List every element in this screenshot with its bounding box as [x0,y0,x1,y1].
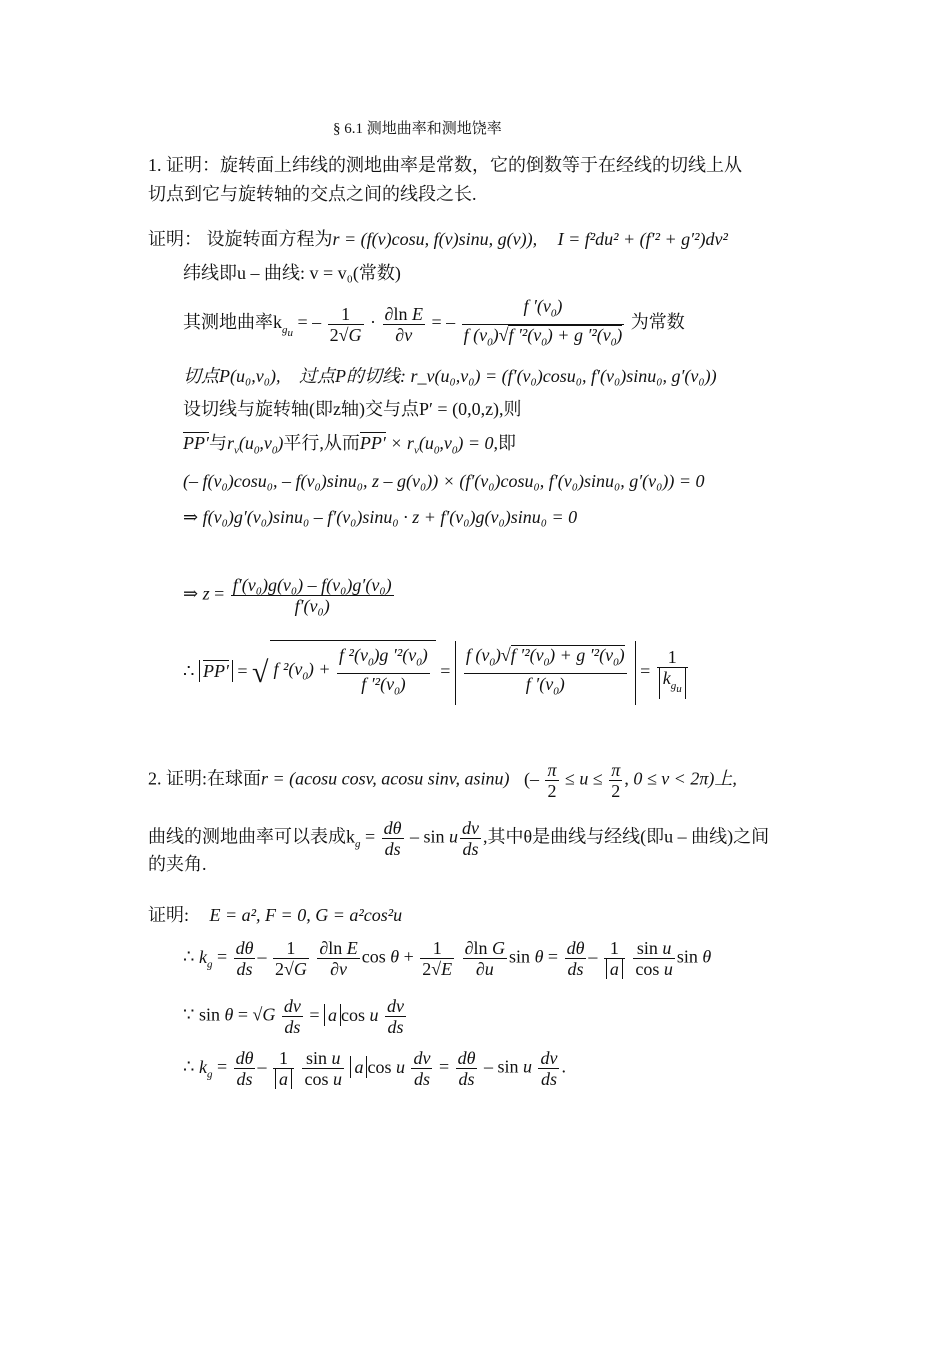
problem1-statement-line2: 切点到它与旋转轴的交点之间的线段之长. [148,184,477,204]
proof1-z-solution: ⇒ z = $\frac{\text{f′(v₀)g(v₀) – f(v₀)g′(v₀)}}{\text{f′(v₀)}}$ [183,575,392,616]
proof2-kg-derivation: ∴ $k_g$ = $\frac{d\theta}{ds}$ – $\frac{1}{2√G}$ $\frac{\text{∂ln E}}{\partial v}$ cos θ + $\frac{1}{2√E}$ $\frac{\text{∂ln G}}{\partial u}$ sin θ = $\frac{d\theta}{ds}$ – $\frac{1}{a}$ $\frac{\text{sin u}}{\text{cos u}}$ sin θ [183,938,712,979]
proof1-segment-length: ∴ PP′ = √ f $^2(v_0)$ + $\frac{f ^2(v_0)g '^2(v_0)}{f '^2(v_0)}$ = $\frac{f (v_0)√f '^2(v_0) + g '^2(v_0)}{f '(v_0)}$ = $\frac{1}{k_{g_u}}$ [183,640,690,704]
problem2-sphere-equation: r = (acosu cosv, acosu sinv, asinu) [261,768,510,789]
proof1-kg-label: 其测地曲率k [183,312,282,333]
proof2-conclusion: ∴ $k_g$ = $\frac{d\theta}{ds}$ – $\frac{1}{a}$ $\frac{\text{sin u}}{\text{cos u}}$ a cos u $\frac{dv}{ds}$ = $\frac{d\theta}{ds}$ – sin u $\frac{dv}{ds}$ . [183,1048,566,1089]
z-numerator: f′(v₀)g(v₀) – f(v₀)g′(v₀) [232,575,392,595]
proof1-parallel-condition: PP′与$r_v(u_0,v_0)$平行,从而$PP' \times r_v(u_0,v_0) = 0$,即 [183,433,516,457]
proof1-tangent-vector: r_v(u₀,v₀) = (f′(v₀)cosu₀, f′(v₀)sinu₀, g′(v₀)) [410,366,717,386]
proof2-line1 [148,904,402,926]
proof1-tangent-line-text: 过点P的切线: [299,366,406,386]
proof1-step1-text: 设旋转面方程为 [206,229,333,249]
section-title: § 6.1 测地曲率和测地饶率 [333,121,502,137]
proof1-expanded-equation: ⇒ f(v₀)g′(v₀)sinu₀ – f′(v₀)sinu₀ · z + f′(v₀)g(v₀)sinu₀ = 0 [183,507,578,527]
problem2-range: 0 ≤ v < 2π)上, [633,768,737,789]
proof1-and: 与 [208,433,227,453]
problem2-kg-label: 曲线的测地曲率可以表成k [148,826,355,847]
problem2-statement-line3: 的夹角. [148,854,207,874]
problem2-angle-description: 其中θ是曲线与经线(即u – 曲线)之间 [487,826,770,847]
proof1-namely: 即 [497,433,516,453]
proof1-tangent-point [183,365,717,387]
proof2-metric: E = a², F = 0, G = a²cos²u [209,905,403,925]
proof2-sin-theta: ∵ sin θ = √G $\frac{dv}{ds}$ = a cos u $\frac{dv}{ds}$ [183,996,404,1037]
proof1-tangent-point-text: 切点P(u₀,v₀), [183,366,281,386]
problem2-intro: 2. 证明:在球面 [148,768,262,789]
abs-PP: PP′ [199,660,233,682]
fraction-kg-result: $\frac{f '(v_0)}{f (v_0)√f '^2(v_0) + g '^2(v_0)}$ [462,296,625,352]
proof1-intersection: 设切线与旋转轴(即z轴)交与点P′ = (0,0,z),则 [183,399,522,419]
z-denominator: f′(v₀) [231,595,394,616]
fraction-dlnE-dv: $\frac{\text{∂ln E}}{\partial v}$ [384,303,423,345]
problem2-statement-line1: 2. 证明:在球面r = (acosu cosv, acosu sinv, asinu) (– $\frac{\pi}{2}$ ≤ u ≤ $\frac{\pi}{2}$ , 0 ≤ v < 2π)上, [148,760,737,801]
proof1-line1 [148,228,728,250]
proof1-cross-product: (– f(v₀)cosu₀, – f(v₀)sinu₀, z – g(v₀)) × (f′(v₀)cosu₀, f′(v₀)sinu₀, g′(v₀)) = 0 [183,471,705,491]
proof1-surface-equation: r = (f(v)cosu, f(v)sinu, g(v)), [332,229,538,249]
proof1-geodesic-curvature: 其测地曲率$k_{g_u}$ = – $\frac{1}{2√G}$ · $\frac{\text{∂ln E}}{\partial v}$ = – $\frac{f '(v_0)}{f (v_0)√f '^2(v_0) + g '^2(v_0)}$ 为常数 [183,296,685,352]
proof1-first-fundamental-form: I = f²du² + (f′² + g′²)dv² [557,229,728,249]
proof1-parallel-curve: 纬线即u – 曲线: v = v₀(常数) [183,263,401,283]
proof1-parallel-text: 平行,从而 [283,433,360,453]
fraction-one-over-2sqrtG: $\frac{1}{2√G}$ [329,303,362,345]
proof1-constant-note: 为常数 [630,312,685,333]
fraction-z [231,575,394,616]
fraction-reciprocal-kg: $\frac{1}{k_{g_u}}$ [657,647,688,699]
problem1-statement-line1: 1. 证明：旋转面上纬线的测地曲率是常数，它的倒数等于在经线的切线上从 [148,155,742,175]
problem2-statement-line2: 曲线的测地曲率可以表成$k_g$ = $\frac{d\theta}{ds}$ – sin u $\frac{dv}{ds}$ ,其中θ是曲线与经线(即u – 曲线)之间 [148,818,770,859]
proof2-label: 证明: [148,905,190,925]
proof1-label: 证明： [148,229,202,249]
